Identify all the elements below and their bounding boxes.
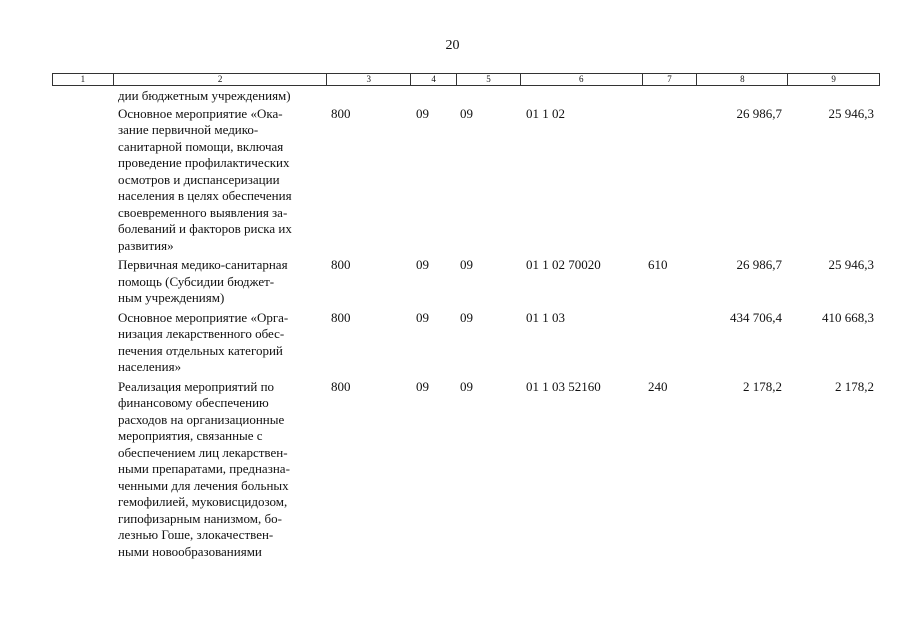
cell-target-article [521,88,643,105]
cell-subsection: 09 [460,378,473,394]
cell-empty [52,106,113,255]
cell-section: 09 [416,309,429,325]
cell-subsection: 09 [460,309,473,325]
cell-section: 09 [416,105,429,121]
cell-amount-1: 434 706,4 [730,309,782,325]
column-header-1: 1 [53,74,114,85]
table-row [52,310,880,376]
cell-amount-1: 26 986,7 [736,257,782,272]
cell-ministry-code: 800 [331,105,351,121]
cell-ministry-code: 800 [331,309,351,325]
column-header-8: 8 [697,74,788,85]
cell-amount-2: 410 668,3 [822,309,874,325]
page-number: 20 [445,38,460,53]
table-row [52,88,880,105]
cell-description: дии бюджетным учреждениям) [118,88,291,103]
cell-amount-1: 2 178,2 [743,378,782,394]
cell-expense-type [643,88,698,105]
column-header-4: 4 [411,74,457,85]
table-header [52,73,880,86]
cell-ministry-code [327,88,411,105]
cell-target-article: 01 1 03 52160 [526,378,601,394]
cell-amount-2: 2 178,2 [835,378,874,394]
cell-amount-1 [698,88,789,105]
cell-empty [52,379,113,561]
column-header-9: 9 [831,74,836,84]
cell-empty [52,88,113,105]
cell-target-article: 01 1 02 70020 [526,257,601,272]
cell-description: Реализация мероприятий по финансовому обеспечению расходов на организационные мероприятия, связанные с обеспечением лиц лекарствен- ными препаратами, предназна- ченными для лечения больных гемофилией, муковисцидозом, гипофизарным нанизмом, бо- лезнью Гоше, злокачествен- ными новообразованиями [118,378,290,559]
cell-description: Основное мероприятие «Ока- зание первичной медико- санитарной помощи, включая проведение профилактических осмотров и диспансеризации населения в целях обеспечения своевременного выявления за- болеваний и факторов риска их развития» [118,105,292,253]
cell-amount-2: 25 946,3 [828,257,874,272]
cell-subsection: 09 [460,257,473,272]
column-header-5: 5 [457,74,521,85]
cell-description: Основное мероприятие «Орга- низация лекарственного обес- печения отдельных категорий населения» [118,309,289,374]
cell-target-article: 01 1 03 [526,309,565,325]
cell-section [411,88,457,105]
cell-description: Первичная медико-санитарная помощь (Субсидии бюджет- ным учреждениям) [118,257,288,305]
cell-section: 09 [416,257,429,272]
cell-expense-type [643,310,698,376]
cell-target-article: 01 1 02 [526,105,565,121]
cell-empty [52,310,113,376]
cell-section: 09 [416,378,429,394]
cell-amount-2 [789,88,880,105]
cell-expense-type: 240 [648,378,668,394]
table-body [52,88,880,563]
cell-empty [52,257,113,307]
cell-subsection [457,88,521,105]
cell-ministry-code: 800 [331,378,351,394]
cell-subsection: 09 [460,105,473,121]
column-header-7: 7 [643,74,698,85]
column-header-3: 3 [327,74,411,85]
column-header-2: 2 [114,74,327,85]
column-header-6: 6 [521,74,643,85]
cell-ministry-code: 800 [331,257,351,272]
cell-amount-2: 25 946,3 [828,105,874,121]
table-row [52,379,880,561]
cell-expense-type [643,106,698,255]
cell-expense-type: 610 [648,257,668,272]
table-row [52,257,880,307]
table-row [52,106,880,255]
cell-amount-1: 26 986,7 [736,105,782,121]
